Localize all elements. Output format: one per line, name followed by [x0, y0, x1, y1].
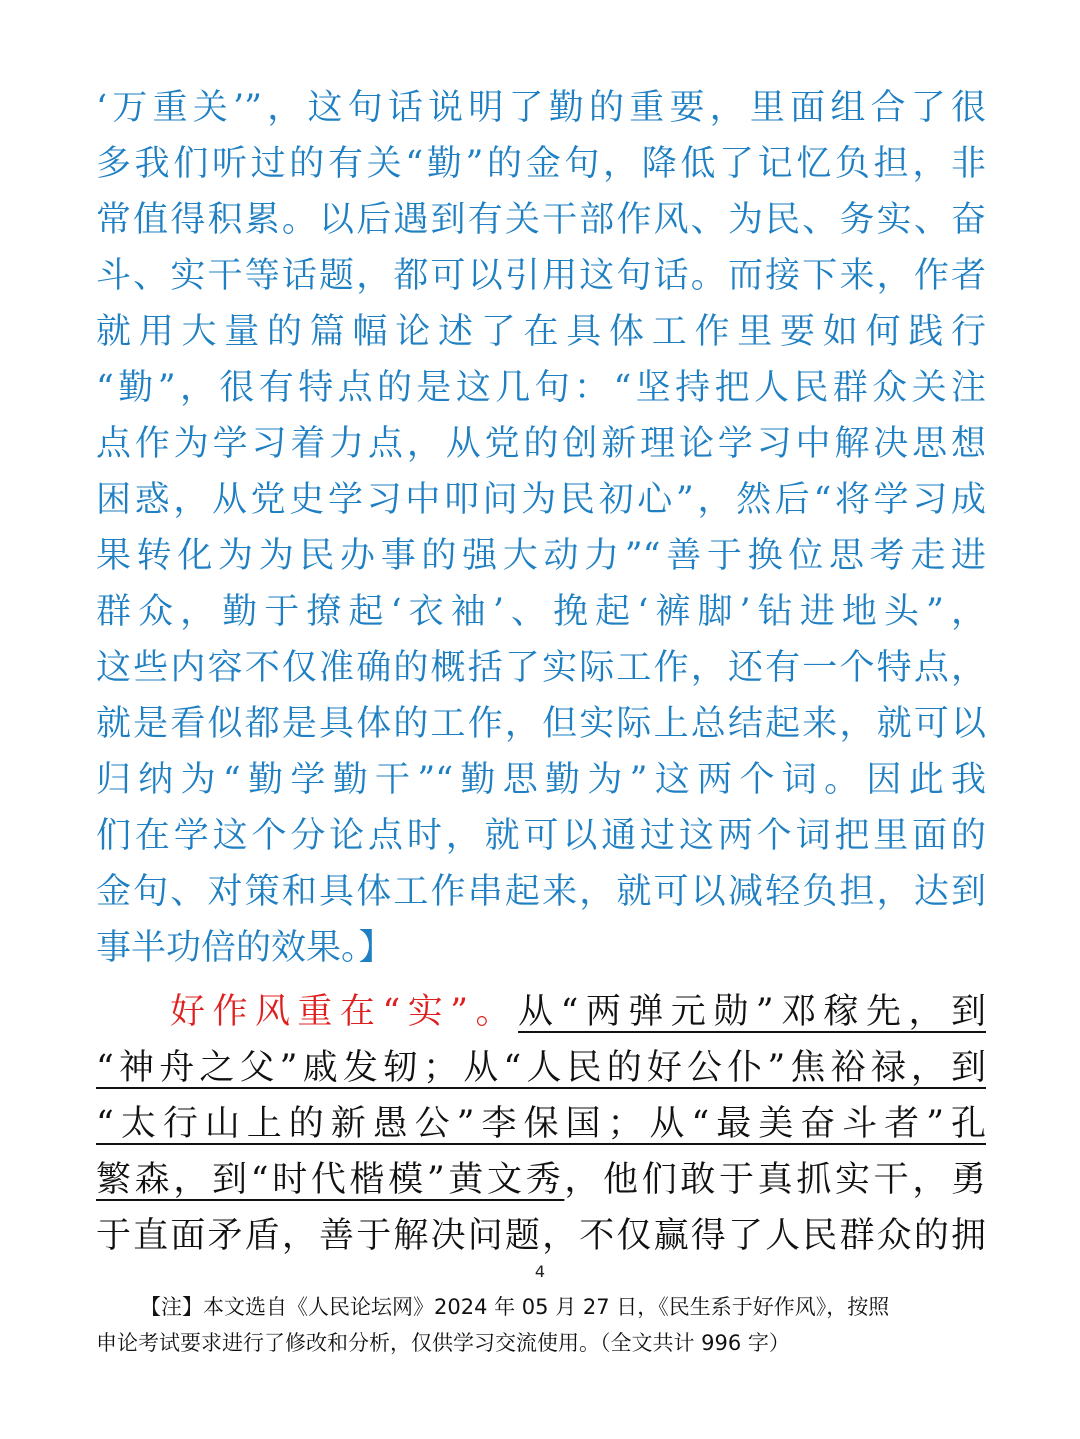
commentary-line: 就是看似都是具体的工作，但实际上总结起来，就可以	[96, 704, 986, 744]
page-number: 4	[534, 1262, 546, 1281]
commentary-line: 就用大量的篇幅论述了在具体工作里要如何践行	[96, 312, 986, 352]
commentary-line: 群众，勤于撩起‘衣袖’、挽起‘裤脚’钻进地头”，	[96, 592, 986, 632]
underlined-text: 从“两弹元勋”邓稼先，到	[518, 992, 986, 1032]
commentary-line: 常值得积累。以后遇到有关干部作风、为民、务实、奋	[96, 200, 986, 240]
paragraph-line-1	[170, 984, 986, 1040]
paragraph-line-4	[96, 1152, 986, 1208]
commentary-line: 果转化为为民办事的强大动力”“善于换位思考走进	[96, 536, 986, 576]
commentary-line: “勤”，很有特点的是这几句：“坚持把人民群众关注	[96, 368, 986, 408]
commentary-line: 斗、实干等话题，都可以引用这句话。而接下来，作者	[96, 256, 986, 296]
paragraph-text: ，他们敢于真抓实干，勇	[564, 1160, 986, 1200]
commentary-line: 归纳为“勤学勤干”“勤思勤为”这两个词。因此我	[96, 760, 986, 800]
commentary-line: 事半功倍的效果。】	[96, 928, 394, 968]
commentary-line: 们在学这个分论点时，就可以通过这两个词把里面的	[96, 816, 986, 856]
commentary-line: 这些内容不仅准确的概括了实际工作，还有一个特点，	[96, 648, 986, 688]
commentary-line: ‘万重关’”，这句话说明了勤的重要，里面组合了很	[96, 88, 986, 128]
commentary-line: 困惑，从党史学习中叩问为民初心”，然后“将学习成	[96, 480, 986, 520]
section-heading: 好作风重在“实”。	[170, 992, 519, 1032]
underlined-text: 繁森，到“时代楷模”黄文秀	[96, 1160, 565, 1200]
paragraph-line-5: 于直面矛盾，善于解决问题，不仅赢得了人民群众的拥	[96, 1216, 986, 1256]
footnote-line-1: 【注】本文选自《人民论坛网》2024 年 05 月 27 日，《民生系于好作风》，按照	[140, 1295, 890, 1319]
paragraph-line-2: “神舟之父”戚发轫；从“人民的好公仆”焦裕禄，到	[96, 1048, 986, 1088]
commentary-line: 点作为学习着力点，从党的创新理论学习中解决思想	[96, 424, 986, 464]
footnote-line-2: 申论考试要求进行了修改和分析，仅供学习交流使用。（全文共计 996 字）	[96, 1331, 790, 1355]
paragraph-line-3: “太行山上的新愚公”李保国；从“最美奋斗者”孔	[96, 1104, 986, 1144]
commentary-line: 多我们听过的有关“勤”的金句，降低了记忆负担，非	[96, 144, 986, 184]
commentary-line: 金句、对策和具体工作串起来，就可以减轻负担，达到	[96, 872, 986, 912]
